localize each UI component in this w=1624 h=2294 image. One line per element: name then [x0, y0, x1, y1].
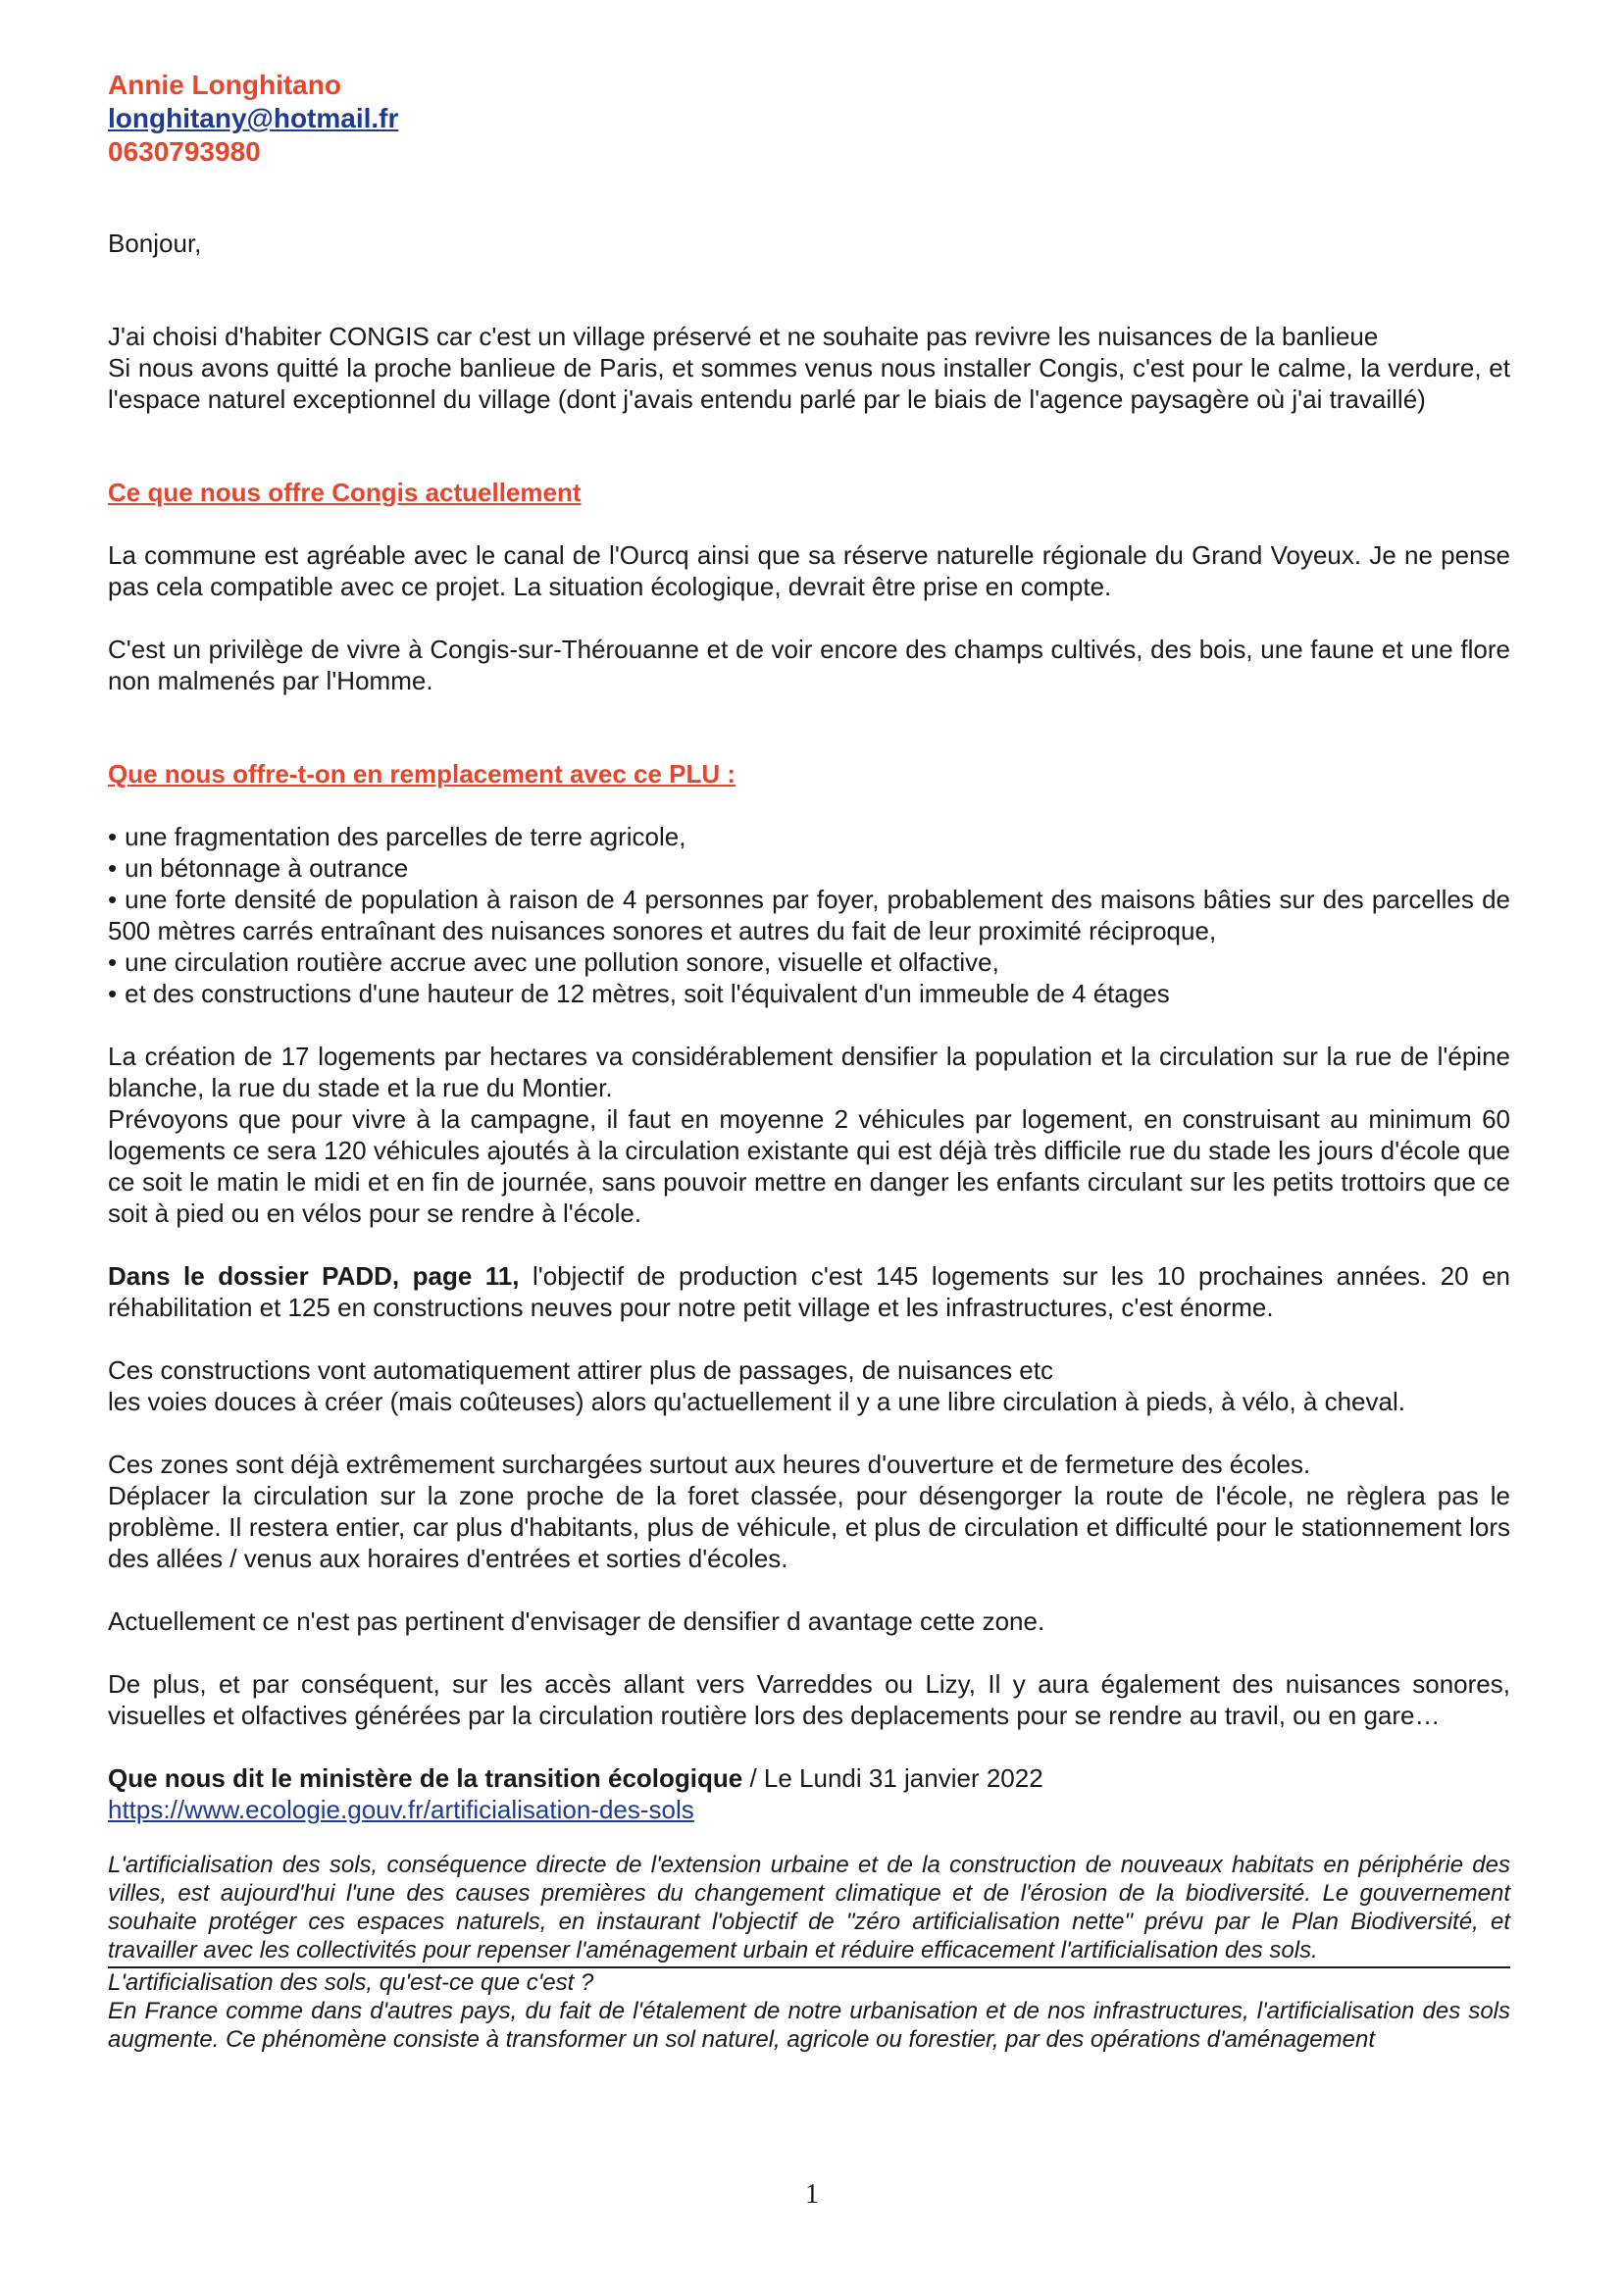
sender-phone: 0630793980 — [108, 136, 261, 167]
paragraph-deplacer: Déplacer la circulation sur la zone proche de la foret classée, pour désengorger la route de l'école, ne règlera pas le problème. Il restera entier, car plus d'habitants, plus de véhicule, et plus de circulation et difficulté pour le stationnement lors des allées / venus aux horaires d'entrées et sorties d'écoles. — [108, 1481, 1510, 1573]
bullet-icon: • — [108, 947, 118, 977]
bullet-icon: • — [108, 822, 118, 851]
ministry-block — [108, 1762, 1510, 1825]
list-item: • une circulation routière accrue avec une pollution sonore, visuelle et olfactive, — [108, 947, 999, 977]
bullet-icon: • — [108, 979, 118, 1008]
bullet-icon: • — [108, 853, 118, 883]
paragraph-creation: La création de 17 logements par hectares va considérablement densifier la population et la circulation sur la rue de l'épine blanche, la rue du stade et la rue du Montier. — [108, 1042, 1510, 1102]
bullet-list — [108, 821, 1510, 1009]
list-item: • une forte densité de population à raison de 4 personnes par foyer, probablement des maisons bâties sur des parcelles de 500 mètres carrés entraînant des nuisances sonores et autres du fait de leur proximité réciproque, — [108, 885, 1510, 945]
greeting: Bonjour, — [108, 229, 202, 258]
bullet-icon: • — [108, 885, 118, 914]
ministry-url-link[interactable]: https://www.ecologie.gouv.fr/artificialisation-des-sols — [108, 1795, 694, 1824]
paragraph-voies-douces: les voies douces à créer (mais coûteuses) alors qu'actuellement il y a une libre circulation à pieds, à vélo, à cheval. — [108, 1387, 1405, 1416]
paragraph-actuellement: Actuellement ce n'est pas pertinent d'envisager de densifier d avantage cette zone. — [108, 1606, 1045, 1636]
sender-email-link[interactable]: longhitany@hotmail.fr — [108, 103, 399, 133]
section-heading-current: Ce que nous offre Congis actuellement — [108, 478, 582, 507]
quote-question: L'artificialisation des sols, qu'est-ce que c'est ? — [108, 1969, 594, 1996]
section-heading-replacement: Que nous offre-t-on en remplacement avec ce PLU : — [108, 759, 736, 789]
intro-paragraph: Si nous avons quitté la proche banlieue de Paris, et sommes venus nous installer Congis, c'est pour le calme, la verdure, et l'espace naturel exceptionnel du village (dont j'avais entendu parlé par le biais de l'agence paysagère où j'ai travaillé) — [108, 353, 1510, 414]
intro-section — [108, 321, 1510, 415]
list-item: • et des constructions d'une hauteur de 12 mètres, soit l'équivalent d'un immeuble de 4 étages — [108, 979, 1170, 1008]
intro-line: J'ai choisi d'habiter CONGIS car c'est un village préservé et ne souhaite pas revivre les nuisances de la banlieue — [108, 322, 1379, 351]
quote-paragraph: L'artificialisation des sols, conséquence directe de l'extension urbaine et de la construction de nouveaux habitats en périphérie des villes, est aujourd'hui l'une des causes premières du changement climatique et de l'érosion de la biodiversité. Le gouvernement souhaite protéger ces espaces naturels, en instaurant l'objectif de "zéro artificialisation nette" prévu par le Plan Biodiversité, et travailler avec les collectivités pour repenser l'aménagement urbain et réduire efficacement l'artificialisation des sols. — [108, 1852, 1510, 1963]
quote-block — [108, 1851, 1510, 1968]
paragraph-de-plus: De plus, et par conséquent, sur les accès allant vers Varreddes ou Lizy, Il y aura également des nuisances sonores, visuelles et olfactives générées par la circulation routière lors des deplacements pour se rendre au travil, ou en gare… — [108, 1669, 1510, 1730]
letter-body — [108, 69, 1510, 2054]
padd-reference: Dans le dossier PADD, page 11, — [108, 1261, 520, 1291]
list-item: • un bétonnage à outrance — [108, 853, 409, 883]
paragraph-padd: Dans le dossier PADD, page 11, l'objectif de production c'est 145 logements sur les 10 prochaines années. 20 en réhabilitation et 125 en constructions neuves pour notre petit village et les infrastructures, c'est énorme. — [108, 1261, 1510, 1322]
page-number: 1 — [805, 2179, 819, 2210]
paragraph-privilege: C'est un privilège de vivre à Congis-sur-Thérouanne et de voir encore des champs cultivés, des bois, une faune et une flore non malmenés par l'Homme. — [108, 635, 1510, 695]
paragraph-commune: La commune est agréable avec le canal de l'Ourcq ainsi que sa réserve naturelle régionale du Grand Voyeux. Je ne pense pas cela compatible avec ce projet. La situation écologique, devrait être prise en compte. — [108, 540, 1510, 601]
sender-block — [108, 69, 1510, 169]
ministry-title: Que nous dit le ministère de la transition écologique / Le Lundi 31 janvier 2022 — [108, 1763, 1043, 1793]
paragraph-prevoyons: Prévoyons que pour vivre à la campagne, il faut en moyenne 2 véhicules par logement, en construisant au minimum 60 logements ce sera 120 véhicules ajoutés à la circulation existante qui est déjà très difficile rue du stade les jours d'école que ce soit le matin le midi et en fin de journée, sans pouvoir mettre en danger les enfants circulant sur les petits trottoirs que ce soit à pied ou en vélos pour se rendre à l'école. — [108, 1104, 1510, 1228]
paragraph-constructions: Ces constructions vont automatiquement attirer plus de passages, de nuisances etc — [108, 1355, 1053, 1385]
quote-paragraph-2: En France comme dans d'autres pays, du fait de l'étalement de notre urbanisation et de nos infrastructures, l'artificialisation des sols augmente. Ce phénomène consiste à transformer un sol naturel, agricole ou forestier, par des opérations d'aménagement — [108, 1998, 1510, 2053]
list-item: • une fragmentation des parcelles de terre agricole, — [108, 822, 686, 851]
paragraph-zones: Ces zones sont déjà extrêmement surchargées surtout aux heures d'ouverture et de fermeture des écoles. — [108, 1450, 1311, 1479]
sender-name: Annie Longhitano — [108, 70, 341, 100]
